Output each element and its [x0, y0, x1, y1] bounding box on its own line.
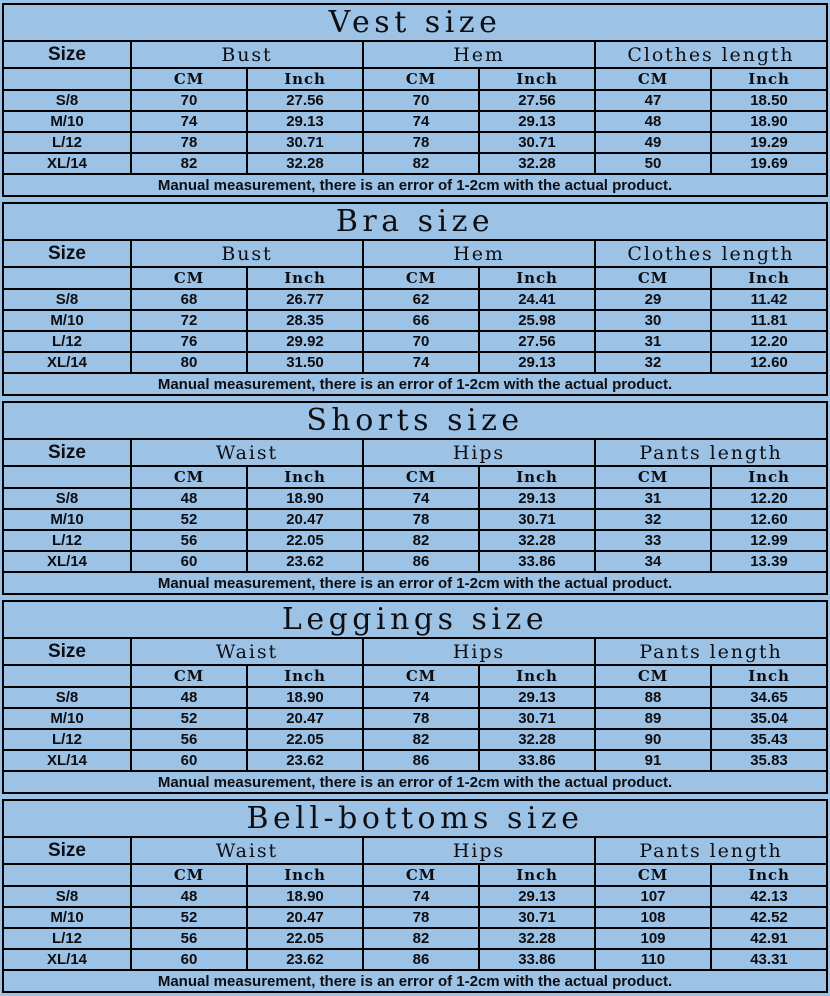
measurement-cell: 48	[595, 111, 711, 132]
measurement-cell: 78	[363, 907, 479, 928]
measurement-cell: 78	[363, 509, 479, 530]
empty-cell	[3, 267, 131, 289]
note-row	[3, 174, 827, 196]
measurement-cell: 23.62	[247, 949, 363, 970]
measurement-cell: 24.41	[479, 289, 595, 310]
cm-header: CM	[363, 665, 479, 687]
measurement-cell: 30.71	[479, 509, 595, 530]
size-row-label: S/8	[3, 90, 131, 111]
measurement-cell: 25.98	[479, 310, 595, 331]
cm-header: CM	[363, 68, 479, 90]
size-chart-table	[2, 202, 828, 396]
measurement-cell: 18.90	[247, 488, 363, 509]
measurement-cell: 32.28	[479, 530, 595, 551]
group-header-row	[3, 837, 827, 864]
size-chart-table	[2, 401, 828, 595]
measurement-cell: 32	[595, 352, 711, 373]
unit-header-row	[3, 267, 827, 289]
measurement-cell: 82	[363, 530, 479, 551]
group-header-row	[3, 240, 827, 267]
measurement-cell: 60	[131, 551, 247, 572]
measurement-cell: 72	[131, 310, 247, 331]
inch-header: Inch	[247, 665, 363, 687]
measurement-cell: 29.92	[247, 331, 363, 352]
measurement-cell: 18.50	[711, 90, 827, 111]
group-header: Pants length	[595, 439, 827, 466]
inch-header: Inch	[479, 864, 595, 886]
measurement-cell: 60	[131, 949, 247, 970]
measurement-cell: 28.35	[247, 310, 363, 331]
measurement-cell: 19.69	[711, 153, 827, 174]
cm-header: CM	[595, 466, 711, 488]
table-row	[3, 132, 827, 153]
empty-cell	[3, 864, 131, 886]
table-row	[3, 153, 827, 174]
measurement-cell: 48	[131, 886, 247, 907]
cm-header: CM	[595, 68, 711, 90]
measurement-cell: 42.13	[711, 886, 827, 907]
measurement-cell: 29.13	[479, 111, 595, 132]
measurement-cell: 70	[363, 90, 479, 111]
measurement-cell: 32	[595, 509, 711, 530]
group-header: Hips	[363, 837, 595, 864]
measurement-cell: 30.71	[479, 907, 595, 928]
measurement-cell: 35.04	[711, 708, 827, 729]
measurement-note: Manual measurement, there is an error of 1-2cm with the actual product.	[3, 174, 827, 196]
unit-header-row	[3, 68, 827, 90]
group-header: Waist	[131, 638, 363, 665]
measurement-cell: 19.29	[711, 132, 827, 153]
measurement-cell: 76	[131, 331, 247, 352]
empty-cell	[3, 665, 131, 687]
measurement-cell: 52	[131, 907, 247, 928]
measurement-cell: 52	[131, 708, 247, 729]
measurement-cell: 70	[363, 331, 479, 352]
size-column-header: Size	[3, 638, 131, 665]
measurement-cell: 27.56	[479, 90, 595, 111]
size-row-label: S/8	[3, 289, 131, 310]
cm-header: CM	[595, 864, 711, 886]
title-row	[3, 402, 827, 439]
measurement-cell: 18.90	[247, 687, 363, 708]
measurement-cell: 12.60	[711, 509, 827, 530]
measurement-cell: 43.31	[711, 949, 827, 970]
note-row	[3, 970, 827, 992]
measurement-cell: 23.62	[247, 750, 363, 771]
inch-header: Inch	[247, 864, 363, 886]
unit-header-row	[3, 864, 827, 886]
measurement-cell: 82	[363, 153, 479, 174]
measurement-cell: 11.42	[711, 289, 827, 310]
inch-header: Inch	[247, 466, 363, 488]
measurement-cell: 86	[363, 750, 479, 771]
table-title: Shorts size	[3, 402, 827, 439]
inch-header: Inch	[479, 68, 595, 90]
group-header-row	[3, 439, 827, 466]
table-row	[3, 750, 827, 771]
group-header: Pants length	[595, 638, 827, 665]
inch-header: Inch	[711, 267, 827, 289]
unit-header-row	[3, 665, 827, 687]
size-column-header: Size	[3, 837, 131, 864]
measurement-cell: 35.83	[711, 750, 827, 771]
measurement-cell: 22.05	[247, 928, 363, 949]
cm-header: CM	[595, 267, 711, 289]
table-row	[3, 90, 827, 111]
measurement-cell: 62	[363, 289, 479, 310]
measurement-cell: 32.28	[479, 729, 595, 750]
measurement-cell: 20.47	[247, 907, 363, 928]
empty-cell	[3, 466, 131, 488]
measurement-cell: 74	[363, 488, 479, 509]
measurement-cell: 91	[595, 750, 711, 771]
table-row	[3, 289, 827, 310]
measurement-cell: 56	[131, 928, 247, 949]
cm-header: CM	[363, 466, 479, 488]
inch-header: Inch	[711, 68, 827, 90]
group-header: Hips	[363, 638, 595, 665]
size-row-label: XL/14	[3, 949, 131, 970]
table-row	[3, 708, 827, 729]
size-row-label: L/12	[3, 729, 131, 750]
measurement-cell: 27.56	[479, 331, 595, 352]
measurement-cell: 49	[595, 132, 711, 153]
group-header: Hem	[363, 240, 595, 267]
measurement-cell: 78	[131, 132, 247, 153]
size-row-label: M/10	[3, 111, 131, 132]
measurement-cell: 48	[131, 488, 247, 509]
group-header: Waist	[131, 439, 363, 466]
table-title: Leggings size	[3, 601, 827, 638]
measurement-cell: 89	[595, 708, 711, 729]
measurement-cell: 30	[595, 310, 711, 331]
measurement-cell: 12.60	[711, 352, 827, 373]
table-row	[3, 907, 827, 928]
table-row	[3, 729, 827, 750]
group-header: Waist	[131, 837, 363, 864]
measurement-note: Manual measurement, there is an error of 1-2cm with the actual product.	[3, 970, 827, 992]
measurement-cell: 29.13	[479, 886, 595, 907]
table-title: Bell-bottoms size	[3, 800, 827, 837]
cm-header: CM	[131, 665, 247, 687]
measurement-cell: 33.86	[479, 949, 595, 970]
size-row-label: M/10	[3, 708, 131, 729]
cm-header: CM	[595, 665, 711, 687]
measurement-note: Manual measurement, there is an error of 1-2cm with the actual product.	[3, 771, 827, 793]
measurement-cell: 56	[131, 530, 247, 551]
group-header: Hips	[363, 439, 595, 466]
table-row	[3, 530, 827, 551]
size-column-header: Size	[3, 240, 131, 267]
measurement-cell: 12.99	[711, 530, 827, 551]
table-row	[3, 111, 827, 132]
size-chart-table	[2, 799, 828, 993]
size-row-label: XL/14	[3, 352, 131, 373]
table-row	[3, 928, 827, 949]
measurement-cell: 70	[131, 90, 247, 111]
size-chart-table	[2, 600, 828, 794]
measurement-cell: 33	[595, 530, 711, 551]
measurement-cell: 88	[595, 687, 711, 708]
size-row-label: M/10	[3, 310, 131, 331]
group-header: Hem	[363, 41, 595, 68]
measurement-cell: 108	[595, 907, 711, 928]
title-row	[3, 800, 827, 837]
measurement-cell: 52	[131, 509, 247, 530]
size-row-label: L/12	[3, 331, 131, 352]
measurement-cell: 20.47	[247, 509, 363, 530]
measurement-cell: 29.13	[479, 352, 595, 373]
cm-header: CM	[131, 466, 247, 488]
measurement-cell: 50	[595, 153, 711, 174]
size-row-label: XL/14	[3, 153, 131, 174]
size-row-label: XL/14	[3, 750, 131, 771]
measurement-cell: 22.05	[247, 729, 363, 750]
measurement-cell: 12.20	[711, 488, 827, 509]
note-row	[3, 572, 827, 594]
table-title: Bra size	[3, 203, 827, 240]
size-row-label: S/8	[3, 488, 131, 509]
measurement-cell: 33.86	[479, 750, 595, 771]
inch-header: Inch	[479, 466, 595, 488]
measurement-cell: 86	[363, 949, 479, 970]
measurement-cell: 30.71	[479, 132, 595, 153]
measurement-note: Manual measurement, there is an error of 1-2cm with the actual product.	[3, 572, 827, 594]
measurement-cell: 18.90	[247, 886, 363, 907]
measurement-cell: 31	[595, 488, 711, 509]
measurement-cell: 74	[131, 111, 247, 132]
size-chart-table	[2, 3, 828, 197]
table-title: Vest size	[3, 4, 827, 41]
measurement-cell: 34	[595, 551, 711, 572]
measurement-note: Manual measurement, there is an error of 1-2cm with the actual product.	[3, 373, 827, 395]
group-header: Clothes length	[595, 240, 827, 267]
inch-header: Inch	[247, 68, 363, 90]
size-row-label: S/8	[3, 687, 131, 708]
measurement-cell: 42.91	[711, 928, 827, 949]
empty-cell	[3, 68, 131, 90]
title-row	[3, 4, 827, 41]
measurement-cell: 23.62	[247, 551, 363, 572]
cm-header: CM	[363, 864, 479, 886]
note-row	[3, 771, 827, 793]
measurement-cell: 78	[363, 132, 479, 153]
measurement-cell: 74	[363, 687, 479, 708]
measurement-cell: 47	[595, 90, 711, 111]
note-row	[3, 373, 827, 395]
size-row-label: M/10	[3, 509, 131, 530]
measurement-cell: 22.05	[247, 530, 363, 551]
group-header: Clothes length	[595, 41, 827, 68]
inch-header: Inch	[479, 267, 595, 289]
measurement-cell: 34.65	[711, 687, 827, 708]
measurement-cell: 74	[363, 111, 479, 132]
unit-header-row	[3, 466, 827, 488]
measurement-cell: 18.90	[711, 111, 827, 132]
size-row-label: M/10	[3, 907, 131, 928]
measurement-cell: 74	[363, 352, 479, 373]
measurement-cell: 74	[363, 886, 479, 907]
cm-header: CM	[131, 267, 247, 289]
group-header: Bust	[131, 41, 363, 68]
measurement-cell: 12.20	[711, 331, 827, 352]
measurement-cell: 78	[363, 708, 479, 729]
measurement-cell: 11.81	[711, 310, 827, 331]
measurement-cell: 31	[595, 331, 711, 352]
measurement-cell: 42.52	[711, 907, 827, 928]
measurement-cell: 107	[595, 886, 711, 907]
size-row-label: S/8	[3, 886, 131, 907]
measurement-cell: 32.28	[479, 153, 595, 174]
measurement-cell: 68	[131, 289, 247, 310]
inch-header: Inch	[711, 665, 827, 687]
measurement-cell: 29.13	[479, 687, 595, 708]
table-row	[3, 949, 827, 970]
table-row	[3, 687, 827, 708]
measurement-cell: 110	[595, 949, 711, 970]
title-row	[3, 601, 827, 638]
measurement-cell: 32.28	[479, 928, 595, 949]
group-header: Bust	[131, 240, 363, 267]
measurement-cell: 90	[595, 729, 711, 750]
inch-header: Inch	[479, 665, 595, 687]
measurement-cell: 30.71	[479, 708, 595, 729]
size-row-label: XL/14	[3, 551, 131, 572]
size-column-header: Size	[3, 41, 131, 68]
table-row	[3, 509, 827, 530]
table-row	[3, 488, 827, 509]
group-header: Pants length	[595, 837, 827, 864]
measurement-cell: 20.47	[247, 708, 363, 729]
measurement-cell: 31.50	[247, 352, 363, 373]
measurement-cell: 13.39	[711, 551, 827, 572]
measurement-cell: 60	[131, 750, 247, 771]
inch-header: Inch	[711, 466, 827, 488]
measurement-cell: 109	[595, 928, 711, 949]
cm-header: CM	[131, 68, 247, 90]
measurement-cell: 35.43	[711, 729, 827, 750]
table-row	[3, 886, 827, 907]
measurement-cell: 56	[131, 729, 247, 750]
size-column-header: Size	[3, 439, 131, 466]
measurement-cell: 26.77	[247, 289, 363, 310]
measurement-cell: 66	[363, 310, 479, 331]
measurement-cell: 82	[363, 928, 479, 949]
measurement-cell: 33.86	[479, 551, 595, 572]
measurement-cell: 29	[595, 289, 711, 310]
measurement-cell: 86	[363, 551, 479, 572]
table-row	[3, 331, 827, 352]
table-row	[3, 310, 827, 331]
measurement-cell: 80	[131, 352, 247, 373]
measurement-cell: 32.28	[247, 153, 363, 174]
group-header-row	[3, 41, 827, 68]
table-row	[3, 551, 827, 572]
table-row	[3, 352, 827, 373]
cm-header: CM	[363, 267, 479, 289]
group-header-row	[3, 638, 827, 665]
title-row	[3, 203, 827, 240]
size-row-label: L/12	[3, 530, 131, 551]
measurement-cell: 82	[131, 153, 247, 174]
measurement-cell: 29.13	[479, 488, 595, 509]
inch-header: Inch	[711, 864, 827, 886]
inch-header: Inch	[247, 267, 363, 289]
measurement-cell: 48	[131, 687, 247, 708]
size-row-label: L/12	[3, 928, 131, 949]
cm-header: CM	[131, 864, 247, 886]
measurement-cell: 29.13	[247, 111, 363, 132]
measurement-cell: 82	[363, 729, 479, 750]
size-row-label: L/12	[3, 132, 131, 153]
measurement-cell: 27.56	[247, 90, 363, 111]
measurement-cell: 30.71	[247, 132, 363, 153]
